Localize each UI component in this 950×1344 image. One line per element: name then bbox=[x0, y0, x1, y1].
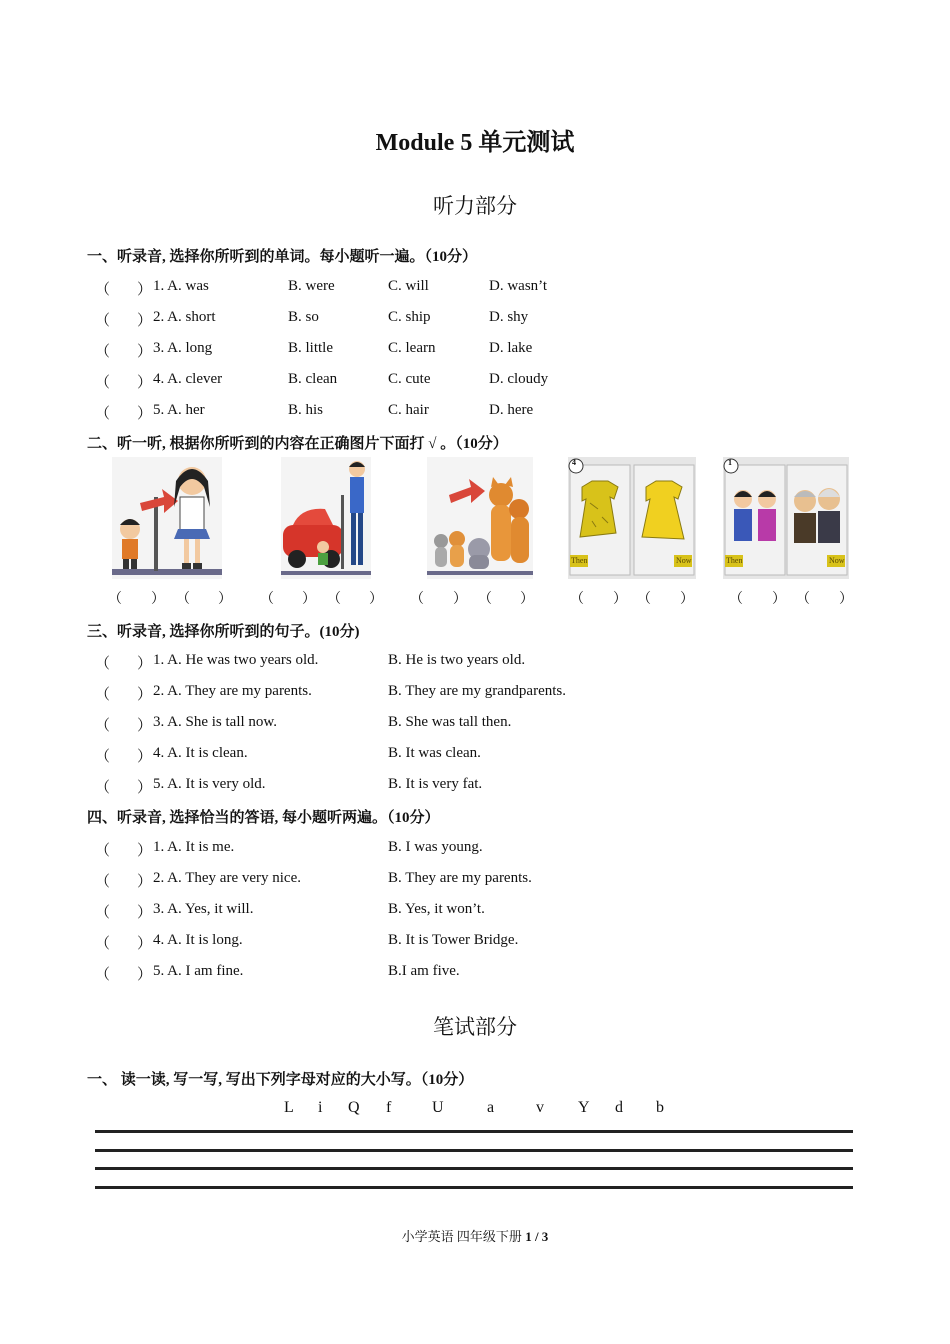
letter-list bbox=[0, 1099, 950, 1119]
picture-answer-parens bbox=[0, 588, 950, 608]
option-b: B. were bbox=[288, 278, 335, 294]
answer-paren-open[interactable]: （ bbox=[729, 592, 743, 607]
option-a: 3. A. Yes, it will. bbox=[153, 901, 254, 917]
answer-paren-close[interactable]: ） bbox=[613, 592, 627, 607]
answer-paren-close[interactable]: ） bbox=[151, 592, 165, 607]
writing-line[interactable] bbox=[95, 1149, 853, 1152]
option-b: B. They are my parents. bbox=[388, 870, 532, 886]
letter: Y bbox=[578, 1099, 590, 1116]
boy-girl-growth-icon bbox=[112, 457, 222, 579]
answer-paren-open[interactable]: （ bbox=[327, 592, 341, 607]
letter: b bbox=[656, 1099, 664, 1116]
picture-number: 4 bbox=[572, 458, 576, 467]
part1-row bbox=[95, 402, 895, 422]
part1-row bbox=[95, 278, 895, 298]
answer-paren-close[interactable]: ） bbox=[137, 905, 153, 921]
footer-text: 小学英语 四年级下册 bbox=[401, 1229, 526, 1244]
answer-paren-open[interactable]: （ bbox=[95, 406, 111, 422]
option-a: 4. A. It is long. bbox=[153, 932, 243, 948]
answer-paren-open[interactable]: （ bbox=[95, 843, 111, 859]
answer-paren-open[interactable]: （ bbox=[95, 282, 111, 298]
writing1-heading: 一、 读一读, 写一写, 写出下列字母对应的大小写。（10分） bbox=[87, 1072, 474, 1088]
car-tall-boy-icon bbox=[281, 457, 371, 579]
answer-paren-close[interactable]: ） bbox=[302, 592, 316, 607]
option-b: B. She was tall then. bbox=[388, 714, 512, 730]
option-d: D. here bbox=[489, 402, 534, 418]
part4-row bbox=[95, 839, 895, 859]
option-a: 5. A. her bbox=[153, 402, 205, 418]
option-b: B. He is two years old. bbox=[388, 652, 526, 668]
letter: d bbox=[615, 1099, 623, 1116]
answer-paren-close[interactable]: ） bbox=[137, 656, 153, 672]
page-number: 1 / 3 bbox=[525, 1229, 549, 1244]
young-old-couple-picture bbox=[723, 457, 849, 579]
answer-paren-open[interactable]: （ bbox=[95, 718, 111, 734]
answer-paren-close[interactable]: ） bbox=[137, 874, 153, 890]
part4-row bbox=[95, 901, 895, 921]
option-d: D. cloudy bbox=[489, 371, 549, 387]
part3-row bbox=[95, 776, 895, 796]
answer-paren-open[interactable]: （ bbox=[637, 592, 651, 607]
option-d: D. wasn’t bbox=[489, 278, 548, 294]
answer-paren-open[interactable]: （ bbox=[796, 592, 810, 607]
answer-paren-open[interactable]: （ bbox=[260, 592, 274, 607]
option-b: B. It was clean. bbox=[388, 745, 481, 761]
option-c: C. learn bbox=[388, 340, 436, 356]
part1-heading: 一、听录音, 选择你所听到的单词。每小题听一遍。（10分） bbox=[87, 249, 478, 265]
answer-paren-close[interactable]: ） bbox=[137, 313, 153, 329]
option-d: D. shy bbox=[489, 309, 529, 325]
answer-paren-close[interactable]: ） bbox=[137, 718, 153, 734]
answer-paren-close[interactable]: ） bbox=[137, 375, 153, 391]
then-label: Then bbox=[571, 556, 588, 565]
option-c: C. ship bbox=[388, 309, 431, 325]
option-a: 1. A. was bbox=[153, 278, 209, 294]
part1-row bbox=[95, 371, 895, 391]
answer-paren-close[interactable]: ） bbox=[369, 592, 383, 607]
yellow-dresses-picture bbox=[568, 457, 696, 579]
answer-paren-open[interactable]: （ bbox=[95, 656, 111, 672]
answer-paren-open[interactable]: （ bbox=[95, 780, 111, 796]
answer-paren-close[interactable]: ） bbox=[137, 780, 153, 796]
option-c: C. will bbox=[388, 278, 429, 294]
part3-row bbox=[95, 683, 895, 703]
option-a: 5. A. It is very old. bbox=[153, 776, 266, 792]
kittens-cats-icon bbox=[427, 457, 533, 579]
answer-paren-close[interactable]: ） bbox=[137, 344, 153, 360]
page-footer bbox=[0, 1226, 950, 1245]
writing-line[interactable] bbox=[95, 1167, 853, 1170]
option-b: B. Yes, it won’t. bbox=[388, 901, 485, 917]
answer-paren-close[interactable]: ） bbox=[137, 749, 153, 765]
option-c: C. hair bbox=[388, 402, 429, 418]
answer-paren-close[interactable]: ） bbox=[137, 406, 153, 422]
letter: v bbox=[536, 1099, 544, 1116]
letter: L bbox=[284, 1099, 294, 1116]
answer-paren-close[interactable]: ） bbox=[453, 592, 467, 607]
answer-paren-open[interactable]: （ bbox=[95, 313, 111, 329]
option-b: B. so bbox=[288, 309, 319, 325]
part3-row bbox=[95, 714, 895, 734]
answer-paren-close[interactable]: ） bbox=[218, 592, 232, 607]
answer-paren-close[interactable]: ） bbox=[137, 843, 153, 859]
part4-row bbox=[95, 963, 895, 983]
answer-paren-close[interactable]: ） bbox=[137, 967, 153, 983]
option-b: B. I was young. bbox=[388, 839, 483, 855]
answer-paren-open[interactable]: （ bbox=[95, 749, 111, 765]
part4-row bbox=[95, 932, 895, 952]
answer-paren-open[interactable]: （ bbox=[176, 592, 190, 607]
writing-line[interactable] bbox=[95, 1186, 853, 1189]
option-b: B. clean bbox=[288, 371, 338, 387]
option-b: B. his bbox=[288, 402, 324, 418]
answer-paren-close[interactable]: ） bbox=[520, 592, 534, 607]
answer-paren-open[interactable]: （ bbox=[95, 936, 111, 952]
answer-paren-open[interactable]: （ bbox=[108, 592, 122, 607]
option-a: 4. A. clever bbox=[153, 371, 223, 387]
answer-paren-open[interactable]: （ bbox=[95, 687, 111, 703]
now-label: Now bbox=[676, 556, 692, 565]
letter: a bbox=[487, 1099, 495, 1116]
option-a: 2. A. short bbox=[153, 309, 216, 325]
writing-section-title: 笔试部分 bbox=[433, 1015, 517, 1039]
option-b: B. It is Tower Bridge. bbox=[388, 932, 519, 948]
writing-line[interactable] bbox=[95, 1130, 853, 1133]
answer-paren-close[interactable]: ） bbox=[137, 282, 153, 298]
answer-paren-close[interactable]: ） bbox=[680, 592, 694, 607]
answer-paren-close[interactable]: ） bbox=[839, 592, 853, 607]
answer-paren-open[interactable]: （ bbox=[95, 375, 111, 391]
answer-paren-open[interactable]: （ bbox=[410, 592, 424, 607]
letter: i bbox=[318, 1099, 323, 1116]
answer-paren-close[interactable]: ） bbox=[137, 936, 153, 952]
option-a: 5. A. I am fine. bbox=[153, 963, 244, 979]
option-a: 3. A. long bbox=[153, 340, 213, 356]
option-a: 1. A. It is me. bbox=[153, 839, 235, 855]
answer-paren-open[interactable]: （ bbox=[95, 967, 111, 983]
part1-row bbox=[95, 340, 895, 360]
part4-heading: 四、听录音, 选择恰当的答语, 每小题听两遍。（10分） bbox=[87, 810, 440, 826]
part3-row bbox=[95, 652, 895, 672]
part1-row bbox=[95, 309, 895, 329]
option-d: D. lake bbox=[489, 340, 533, 356]
part3-heading: 三、听录音, 选择你所听到的句子。(10分) bbox=[87, 624, 360, 640]
part4-row bbox=[95, 870, 895, 890]
letter: f bbox=[386, 1099, 392, 1116]
option-b: B.I am five. bbox=[388, 963, 460, 979]
answer-paren-close[interactable]: ） bbox=[772, 592, 786, 607]
then-label: Then bbox=[726, 556, 743, 565]
option-a: 2. A. They are very nice. bbox=[153, 870, 302, 886]
answer-paren-close[interactable]: ） bbox=[137, 687, 153, 703]
option-a: 2. A. They are my parents. bbox=[153, 683, 312, 699]
part2-heading: 二、听一听, 根据你所听到的内容在正确图片下面打 √ 。（10分） bbox=[87, 436, 508, 452]
answer-paren-open[interactable]: （ bbox=[95, 874, 111, 890]
picture-number: 1 bbox=[728, 458, 732, 467]
letter: U bbox=[432, 1099, 444, 1116]
option-a: 4. A. It is clean. bbox=[153, 745, 248, 761]
option-a: 1. A. He was two years old. bbox=[153, 652, 319, 668]
now-label: Now bbox=[829, 556, 845, 565]
answer-paren-open[interactable]: （ bbox=[570, 592, 584, 607]
page-title: Module 5 单元测试 bbox=[375, 130, 575, 156]
option-b: B. They are my grandparents. bbox=[388, 683, 567, 699]
letter: Q bbox=[348, 1099, 360, 1116]
picture-row bbox=[112, 457, 862, 582]
option-c: C. cute bbox=[388, 371, 431, 387]
answer-paren-open[interactable]: （ bbox=[95, 905, 111, 921]
option-b: B. little bbox=[288, 340, 333, 356]
part3-row bbox=[95, 745, 895, 765]
option-b: B. It is very fat. bbox=[388, 776, 483, 792]
option-a: 3. A. She is tall now. bbox=[153, 714, 278, 730]
answer-paren-open[interactable]: （ bbox=[95, 344, 111, 360]
listening-section-title: 听力部分 bbox=[433, 194, 517, 218]
answer-paren-open[interactable]: （ bbox=[478, 592, 492, 607]
